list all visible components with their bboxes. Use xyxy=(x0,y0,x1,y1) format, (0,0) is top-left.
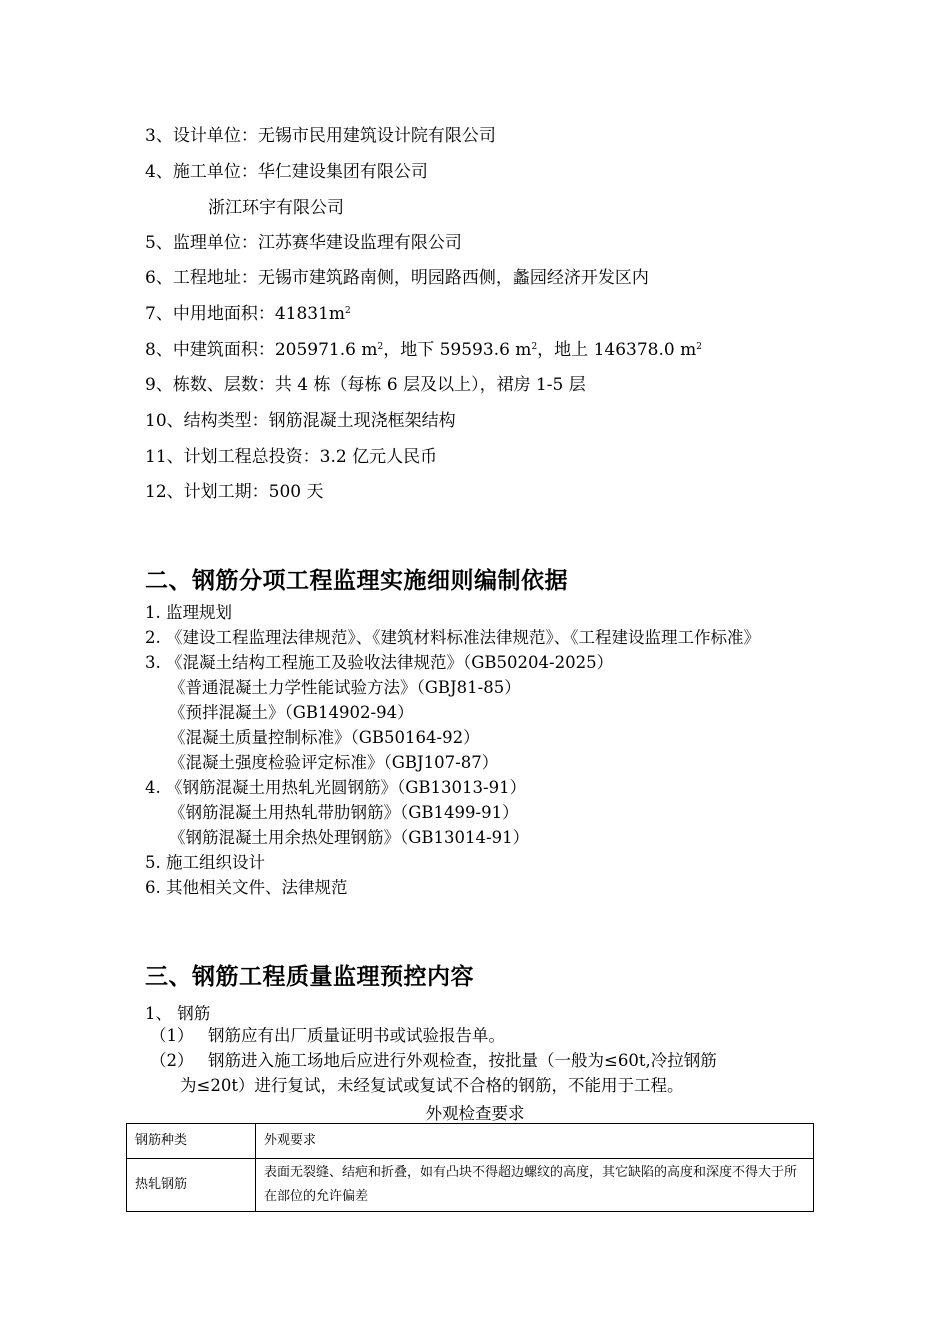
info-investment: 11、计划工程总投资：3.2 亿元人民币 xyxy=(145,447,438,467)
qc-paragraph-1: （1） 钢筋应有出厂质量证明书或试验报告单。 xyxy=(150,1026,505,1045)
qc-paragraph-2: （2） 钢筋进入施工场地后应进行外观检查，按批量（一般为≤60t,冷拉钢筋 为≤20t）进行复试，未经复试或复试不合格的钢筋，不能用于工程。 xyxy=(150,1051,717,1095)
basis-item: 5. 施工组织设计 xyxy=(145,853,265,872)
section2-heading: 二、钢筋分项工程监理实施细则编制依据 xyxy=(145,568,568,594)
table-header-cell: 钢筋种类 xyxy=(127,1124,256,1159)
table-cell: 热轧钢筋 xyxy=(127,1159,256,1212)
info-land-area: 7、中用地面积：$41831m^2$ xyxy=(145,304,351,324)
info-construction-unit: 4、施工单位：华仁建设集团有限公司 xyxy=(145,162,428,182)
info-supervision-unit: 5、监理单位：江苏赛华建设监理有限公司 xyxy=(145,233,462,253)
basis-item: 2. 《建设工程监理法律规范》、《建筑材料标准法律规范》、《工程建设监理工作标准》 xyxy=(145,628,760,647)
info-buildings-floors: 9、栋数、层数：共 4 栋（每栋 6 层及以上），裙房 1-5 层 xyxy=(145,375,586,395)
info-building-area: 8、中建筑面积：205971.6 $m^2$，地下 59593.6 $m^2$，地上 146378.0 $m^2$ xyxy=(145,340,702,360)
table-header-cell: 外观要求 xyxy=(256,1124,814,1159)
table-header-row xyxy=(127,1124,814,1159)
basis-item: 《预拌混凝土》（GB14902-94） xyxy=(169,703,414,722)
basis-item: 《混凝土强度检验评定标准》（GBJ107-87） xyxy=(169,753,499,772)
basis-item: 《钢筋混凝土用热轧带肋钢筋》（GB1499-91） xyxy=(169,803,519,822)
info-design-unit: 3、设计单位：无锡市民用建筑设计院有限公司 xyxy=(145,126,496,146)
basis-item: 1. 监理规划 xyxy=(145,603,232,622)
basis-list xyxy=(145,600,815,900)
subsection-heading: 1、 钢筋 xyxy=(145,1004,211,1023)
basis-item: 4. 《钢筋混凝土用热轧光圆钢筋》（GB13013-91） xyxy=(145,778,527,797)
info-address: 6、工程地址：无锡市建筑路南侧，明园路西侧，蠡园经济开发区内 xyxy=(145,268,649,288)
basis-item: 《普通混凝土力学性能试验方法》（GBJ81-85） xyxy=(169,678,521,697)
basis-item: 3. 《混凝土结构工程施工及验收法律规范》（GB50204-2025） xyxy=(145,653,614,672)
basis-item: 6. 其他相关文件、法律规范 xyxy=(145,878,348,897)
info-construction-unit-2: 浙江环宇有限公司 xyxy=(208,198,344,218)
table-caption: 外观检查要求 xyxy=(425,1104,525,1123)
section3-heading: 三、钢筋工程质量监理预控内容 xyxy=(145,964,474,990)
table-cell: 表面无裂缝、结疤和折叠，如有凸块不得超边螺纹的高度，其它缺陷的高度和深度不得大于所在部位的允许偏差 xyxy=(256,1159,814,1212)
basis-item: 《钢筋混凝土用余热处理钢筋》（GB13014-91） xyxy=(169,828,530,847)
info-structure-type: 10、结构类型：钢筋混凝土现浇框架结构 xyxy=(145,411,456,431)
basis-item: 《混凝土质量控制标准》（GB50164-92） xyxy=(169,728,480,747)
table-row xyxy=(127,1159,814,1212)
inspection-table xyxy=(126,1123,814,1212)
info-schedule: 12、计划工期：500 天 xyxy=(145,482,324,502)
